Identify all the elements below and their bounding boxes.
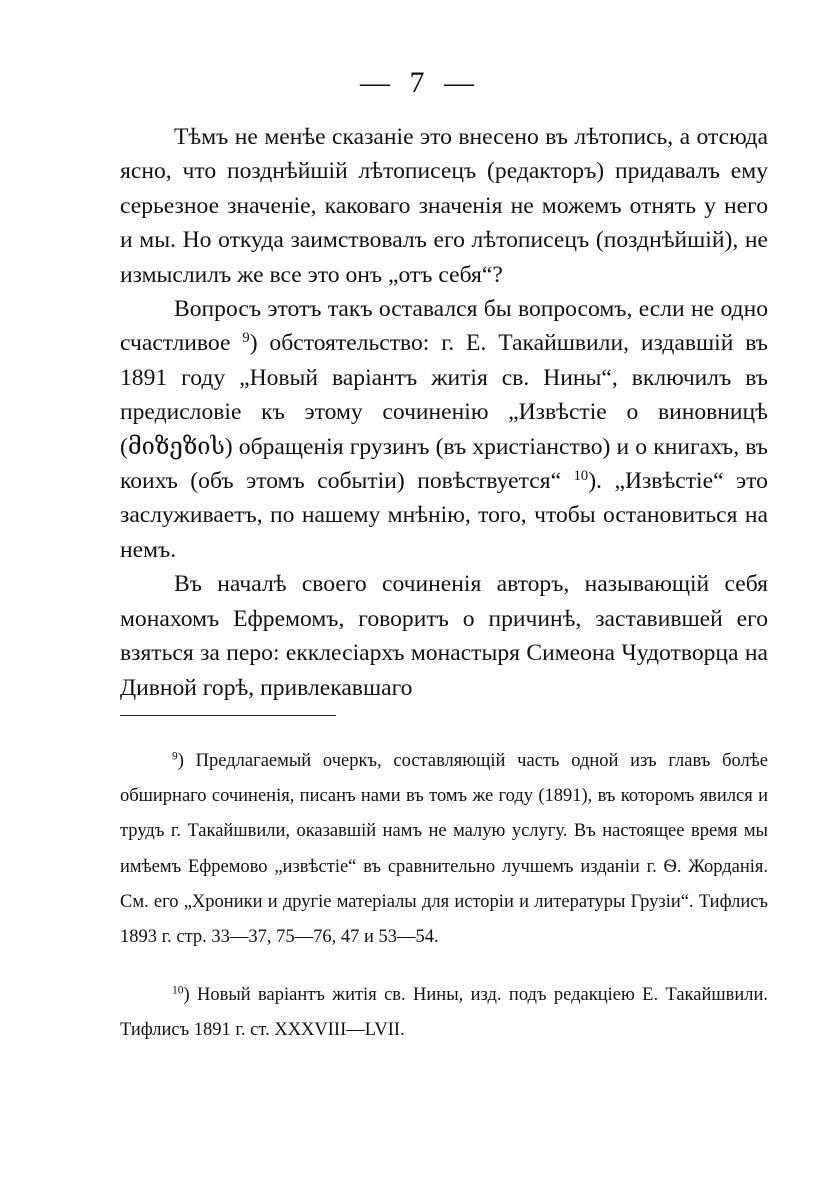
paragraph: [120, 292, 768, 567]
footnote-text: ) Новый варіантъ житія св. Нины, изд. подъ редакціею Е. Такайшвили. Тифлисъ 1891 г. ст. XXXVIII—LVII.: [120, 985, 768, 1041]
main-text: [120, 120, 768, 705]
paragraph-text: ). „Извѣстіе“ это заслуживаетъ, по нашему мнѣнію, того, чтобы остановиться на немъ.: [120, 468, 768, 563]
footnote-reference: 10: [573, 468, 589, 485]
footnote: [120, 744, 768, 955]
footnote-divider: [120, 715, 336, 716]
footnotes: [120, 744, 768, 1049]
footnote-reference: 9: [242, 330, 250, 347]
paragraph: Тѣмъ не менѣе сказаніе это внесено въ лѣтопись, а отсюда ясно, что позднѣйшій лѣтописецъ (редакторъ) придавалъ ему серьезное значеніе, каковаго значенія не можемъ отнять у него и мы. Но откуда заимствовалъ его лѣтописецъ (позднѣйшій), не измыслилъ же все это онъ „отъ себя“?: [120, 124, 768, 288]
paragraph-text: Вопросъ этотъ такъ оставался бы вопросомъ, если не одно счастливое: [120, 296, 768, 357]
footnote-text: ) Предлагаемый очеркъ, составляющій часть одной изъ главъ болѣе обширнаго сочиненія, писанъ нами въ томъ же году (1891), въ которомъ явился и трудъ г. Такайшвили, оказавшій намъ не малую услугу. Въ настоящее время мы имѣемъ Ефремово „извѣстіе“ въ сравнительно лучшемъ изданіи г. Ѳ. Жорданія. См. его „Хроники и другіе матеріалы для исторіи и литературы Грузіи“. Тифлисъ 1893 г. стр. 33—37, 75—76, 47 и 53—54.: [120, 751, 768, 948]
page-number: — 7 —: [360, 66, 480, 99]
footnote-mark: 9: [172, 750, 178, 763]
paragraph-text: ) обстоятельство: г. Е. Такайшвили, издавшій въ 1891 году „Новый варіантъ житія св. Нины“, включилъ въ предисловіе къ этому сочиненію „Извѣстіе о виновницѣ (მიზეზის) обращенія грузинъ (въ христіанство) и о книгахъ, въ коихъ (объ этомъ событіи) повѣствуется“: [120, 330, 768, 495]
paragraph: Въ началѣ своего сочиненія авторъ, называющій себя монахомъ Ефремомъ, говоритъ о причинѣ, заставившей его взяться за перо: екклесіархъ монастыря Симеона Чудотворца на Дивной горѣ, привлекавшаго: [120, 571, 768, 701]
footnote: [120, 978, 768, 1048]
footnote-mark: 10: [172, 984, 184, 997]
